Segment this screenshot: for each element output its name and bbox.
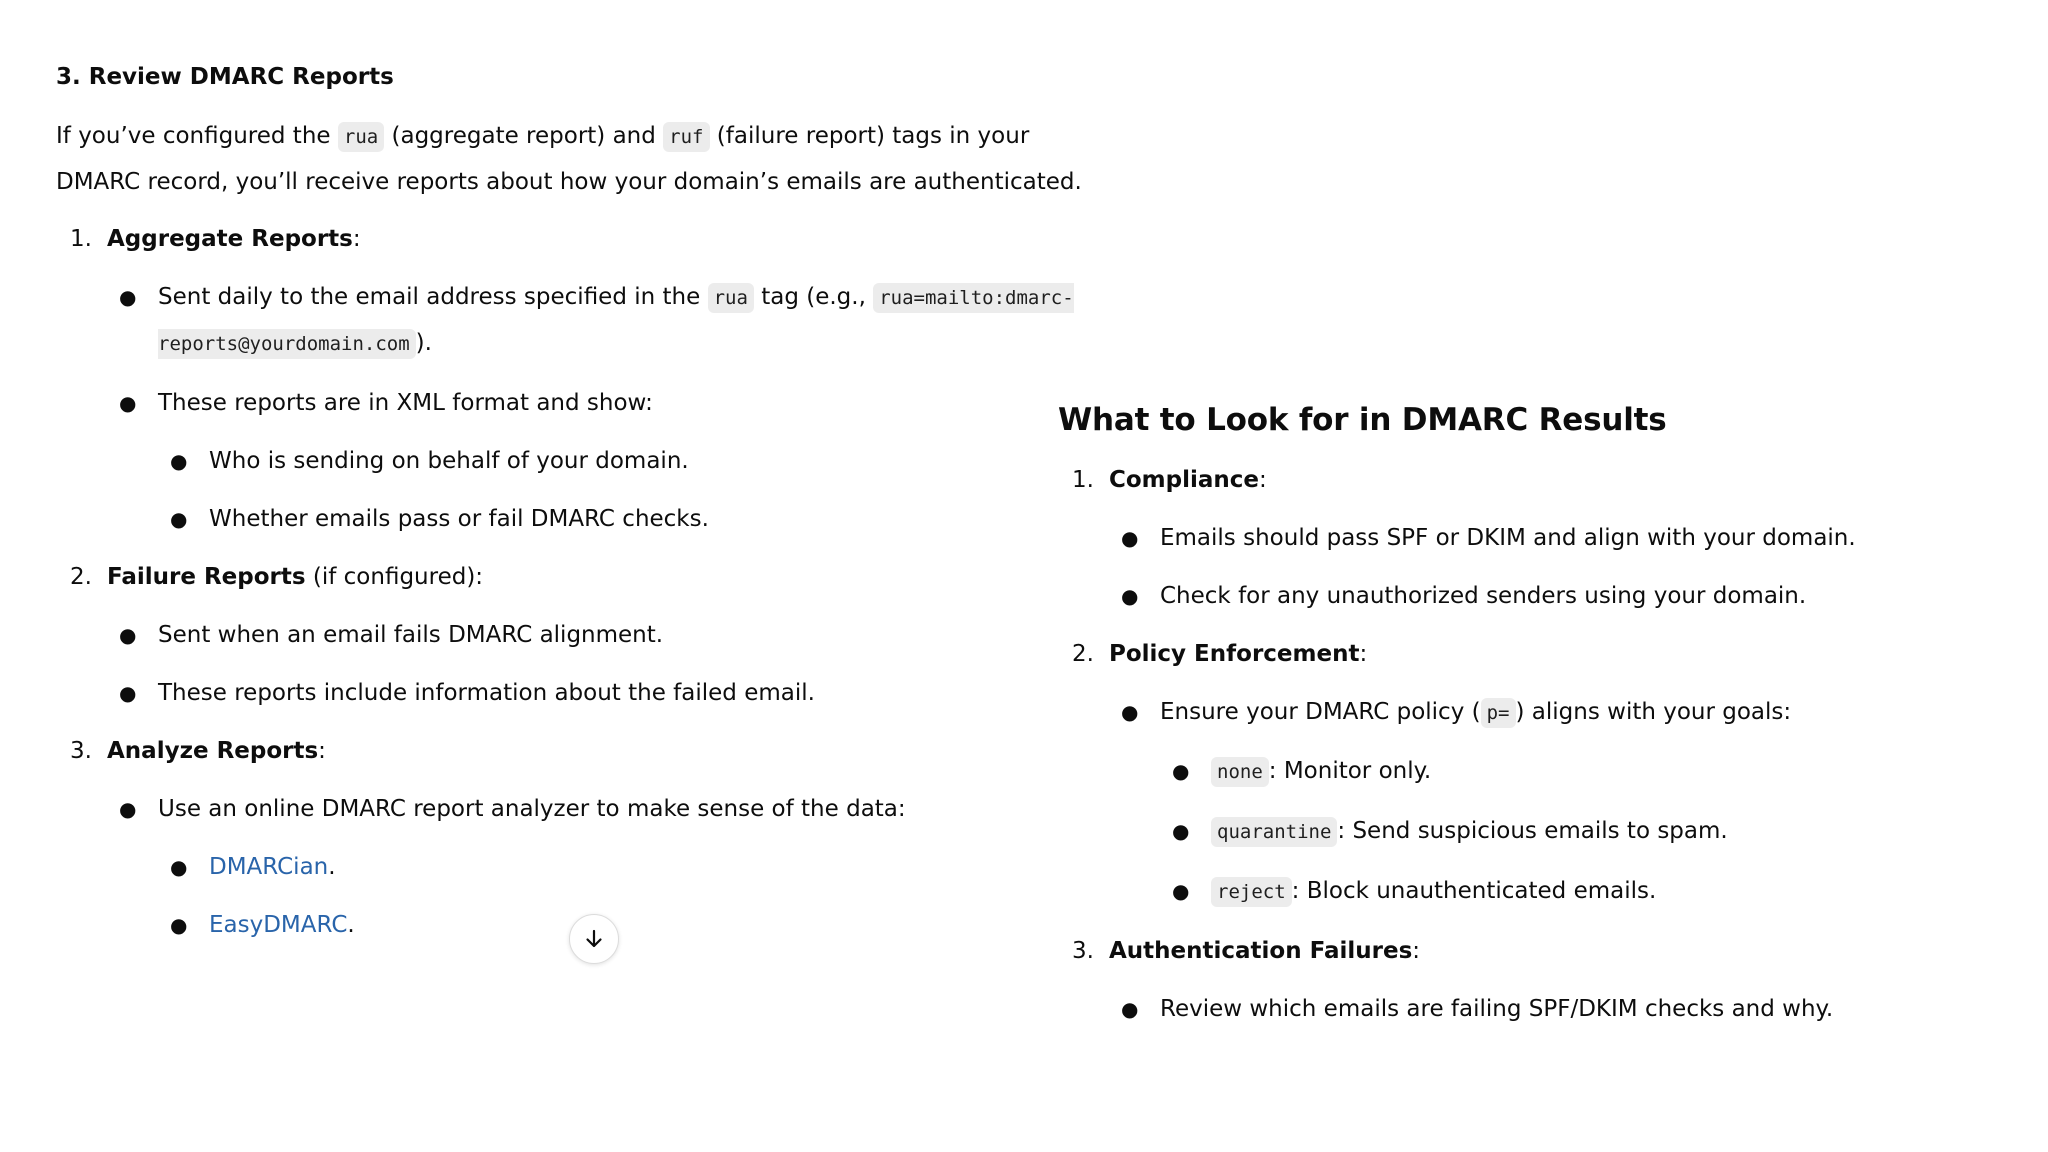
bullet-text: Whether emails pass or fail DMARC checks.	[209, 506, 709, 532]
bullet-text: ) aligns with your goals:	[1515, 699, 1792, 725]
bullet-item	[56, 275, 1116, 367]
bullet-dot: ●	[170, 913, 188, 937]
inline-code-quarantine: quarantine	[1211, 817, 1337, 847]
inline-code-ruf: ruf	[663, 122, 709, 152]
list-number: 2.	[1072, 641, 1094, 667]
bullet-dot: ●	[170, 507, 188, 531]
list-number: 1.	[1072, 467, 1094, 493]
bullet-dot: ●	[119, 681, 137, 705]
link-suffix: .	[328, 854, 336, 880]
bullet-item	[1058, 516, 1998, 561]
item-suffix: :	[1359, 641, 1368, 667]
bullet-item	[56, 381, 1116, 426]
arrow-down-icon	[583, 928, 605, 950]
item-title: Analyze Reports	[107, 738, 319, 764]
sub-bullet-item	[56, 497, 1116, 542]
bullet-item	[56, 613, 1116, 658]
bullet-dot: ●	[119, 797, 137, 821]
inline-code-rua: rua	[338, 122, 384, 152]
link-suffix: .	[347, 912, 355, 938]
sub-bullet-item	[1058, 749, 1998, 795]
bullet-dot: ●	[1121, 700, 1139, 724]
list-item-failure-reports	[56, 555, 1116, 600]
bullet-text: Use an online DMARC report analyzer to make sense of the data:	[158, 796, 906, 822]
bullet-text: Sent when an email fails DMARC alignment.	[158, 622, 664, 648]
list-item-authentication-failures	[1058, 929, 1998, 974]
section-heading: What to Look for in DMARC Results	[1058, 402, 1667, 438]
item-suffix: :	[1412, 938, 1421, 964]
bullet-text: These reports include information about the failed email.	[158, 680, 815, 706]
list-item-analyze-reports	[56, 729, 1116, 774]
inline-code-p: p=	[1481, 698, 1516, 728]
dmarcian-link[interactable]: DMARCian	[209, 854, 329, 880]
sub-bullet-item	[56, 439, 1116, 484]
bullet-dot: ●	[119, 285, 137, 309]
bullet-dot: ●	[170, 855, 188, 879]
bullet-text: Emails should pass SPF or DKIM and align with your domain.	[1160, 525, 1856, 551]
bullet-text: tag (e.g.,	[753, 284, 874, 310]
inline-code-rua: rua	[708, 283, 754, 313]
bullet-text: : Send suspicious emails to spam.	[1337, 818, 1728, 844]
bullet-text: Check for any unauthorized senders using your domain.	[1160, 583, 1807, 609]
bullet-text: Review which emails are failing SPF/DKIM checks and why.	[1160, 996, 1834, 1022]
intro-text: (failure report) tags in your DMARC record, you’ll receive reports about how your domain’s emails are authenticated.	[56, 123, 1082, 195]
bullet-item	[1058, 574, 1998, 619]
bullet-item	[56, 787, 1116, 832]
list-number: 2.	[70, 564, 92, 590]
sub-bullet-item	[1058, 809, 1998, 855]
bullet-item	[1058, 690, 1998, 736]
bullet-dot: ●	[119, 623, 137, 647]
sub-bullet-item	[1058, 869, 1998, 915]
bullet-dot: ●	[1121, 997, 1139, 1021]
intro-paragraph	[56, 114, 1116, 205]
bullet-dot: ●	[1172, 819, 1190, 843]
bullet-dot: ●	[1121, 526, 1139, 550]
list-number: 3.	[1072, 938, 1094, 964]
bullet-item	[56, 671, 1116, 716]
bullet-text: Who is sending on behalf of your domain.	[209, 448, 689, 474]
item-title: Policy Enforcement	[1109, 641, 1360, 667]
list-item-policy-enforcement	[1058, 632, 1998, 677]
inline-code-reject: reject	[1211, 877, 1292, 907]
bullet-text: : Block unauthenticated emails.	[1291, 878, 1657, 904]
bullet-text: These reports are in XML format and show:	[158, 390, 653, 416]
bullet-text: : Monitor only.	[1268, 758, 1432, 784]
item-suffix: (if configured):	[305, 564, 484, 590]
dmarc-results-section	[1058, 398, 1998, 1045]
item-title: Authentication Failures	[1109, 938, 1413, 964]
bullet-text: Sent daily to the email address specified in the	[158, 284, 708, 310]
item-title: Failure Reports	[107, 564, 306, 590]
bullet-dot: ●	[119, 391, 137, 415]
item-suffix: :	[352, 226, 361, 252]
intro-text: (aggregate report) and	[384, 123, 664, 149]
item-suffix: :	[318, 738, 326, 764]
intro-text: If you’ve configured the	[56, 123, 338, 149]
item-title: Compliance	[1109, 467, 1260, 493]
list-item-compliance	[1058, 458, 1998, 503]
bullet-dot: ●	[170, 449, 188, 473]
review-dmarc-reports-section	[56, 60, 1116, 961]
list-number: 1.	[70, 226, 92, 252]
easydmarc-link[interactable]: EasyDMARC	[209, 912, 348, 938]
bullet-dot: ●	[1172, 759, 1190, 783]
section-heading: 3. Review DMARC Reports	[56, 64, 394, 90]
sub-bullet-item	[56, 845, 1116, 890]
bullet-text: Ensure your DMARC policy (	[1160, 699, 1481, 725]
item-suffix: :	[1259, 467, 1267, 493]
list-number: 3.	[70, 738, 92, 764]
bullet-dot: ●	[1172, 879, 1190, 903]
bullet-text: ).	[415, 330, 432, 356]
bullet-item	[1058, 987, 1998, 1032]
inline-code-rua-example: rua=mailto:dmarc-reports@yourdomain.com	[158, 283, 1074, 359]
bullet-dot: ●	[1121, 584, 1139, 608]
inline-code-none: none	[1211, 757, 1269, 787]
scroll-to-bottom-button[interactable]	[569, 914, 619, 964]
list-item-aggregate-reports	[56, 217, 1116, 262]
item-title: Aggregate Reports	[107, 226, 353, 252]
